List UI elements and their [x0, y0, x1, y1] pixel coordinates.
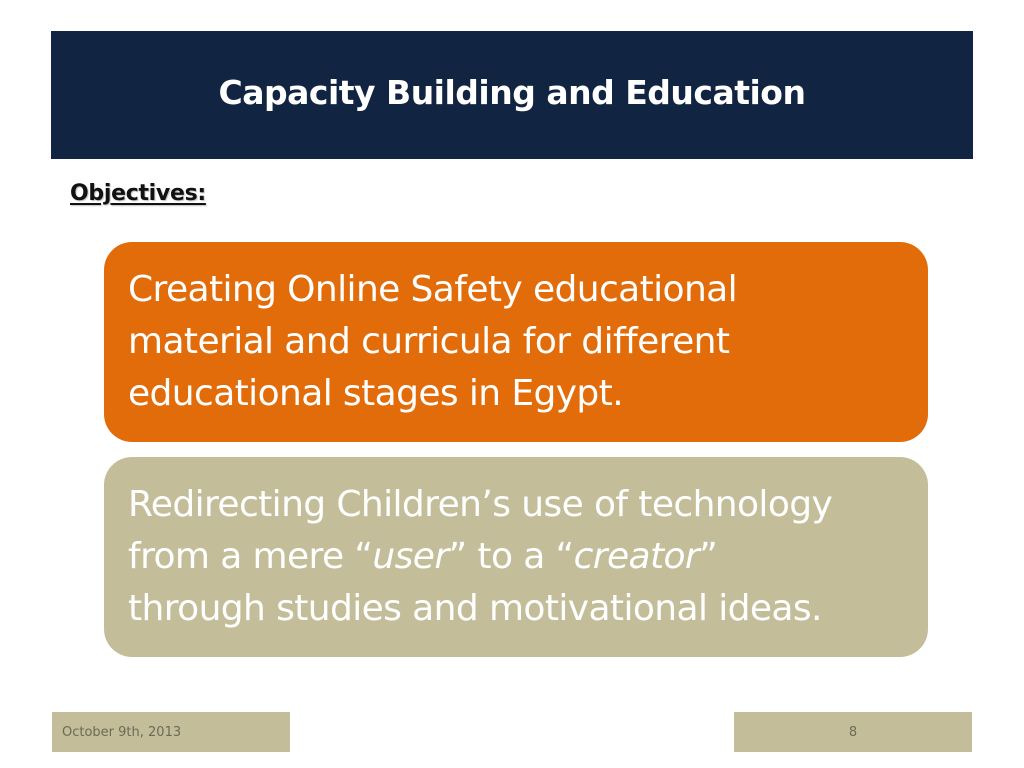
- objective-1-line-1: Creating Online Safety educational: [128, 269, 738, 310]
- slide-title: Capacity Building and Education: [218, 72, 806, 112]
- objective-card-1: [104, 242, 928, 442]
- page-number-text: 8: [848, 724, 858, 740]
- objective-1-line-2: material and curricula for different: [128, 321, 730, 362]
- objective-2-line-1: Redirecting Children’s use of technology: [128, 484, 833, 525]
- footer-date-text: October 9th, 2013: [62, 724, 182, 740]
- objective-2-creator-term: creator: [573, 536, 700, 577]
- objective-2-line-2-prefix: from a mere “: [128, 536, 373, 577]
- objective-2-user-term: user: [372, 536, 449, 577]
- title-bar: [51, 31, 973, 159]
- objective-1-line-3: educational stages in Egypt.: [128, 373, 624, 414]
- section-label-objectives: Objectives:: [70, 181, 206, 206]
- objective-2-line-2-suffix: ”: [699, 536, 718, 577]
- objective-2-line-2: [128, 531, 904, 583]
- objective-2-line-2-middle: ” to a “: [448, 536, 574, 577]
- objective-2-line-3: through studies and motivational ideas.: [128, 588, 822, 629]
- objective-card-2: [104, 457, 928, 657]
- footer-page-number: [734, 712, 972, 752]
- footer-date: [52, 712, 290, 752]
